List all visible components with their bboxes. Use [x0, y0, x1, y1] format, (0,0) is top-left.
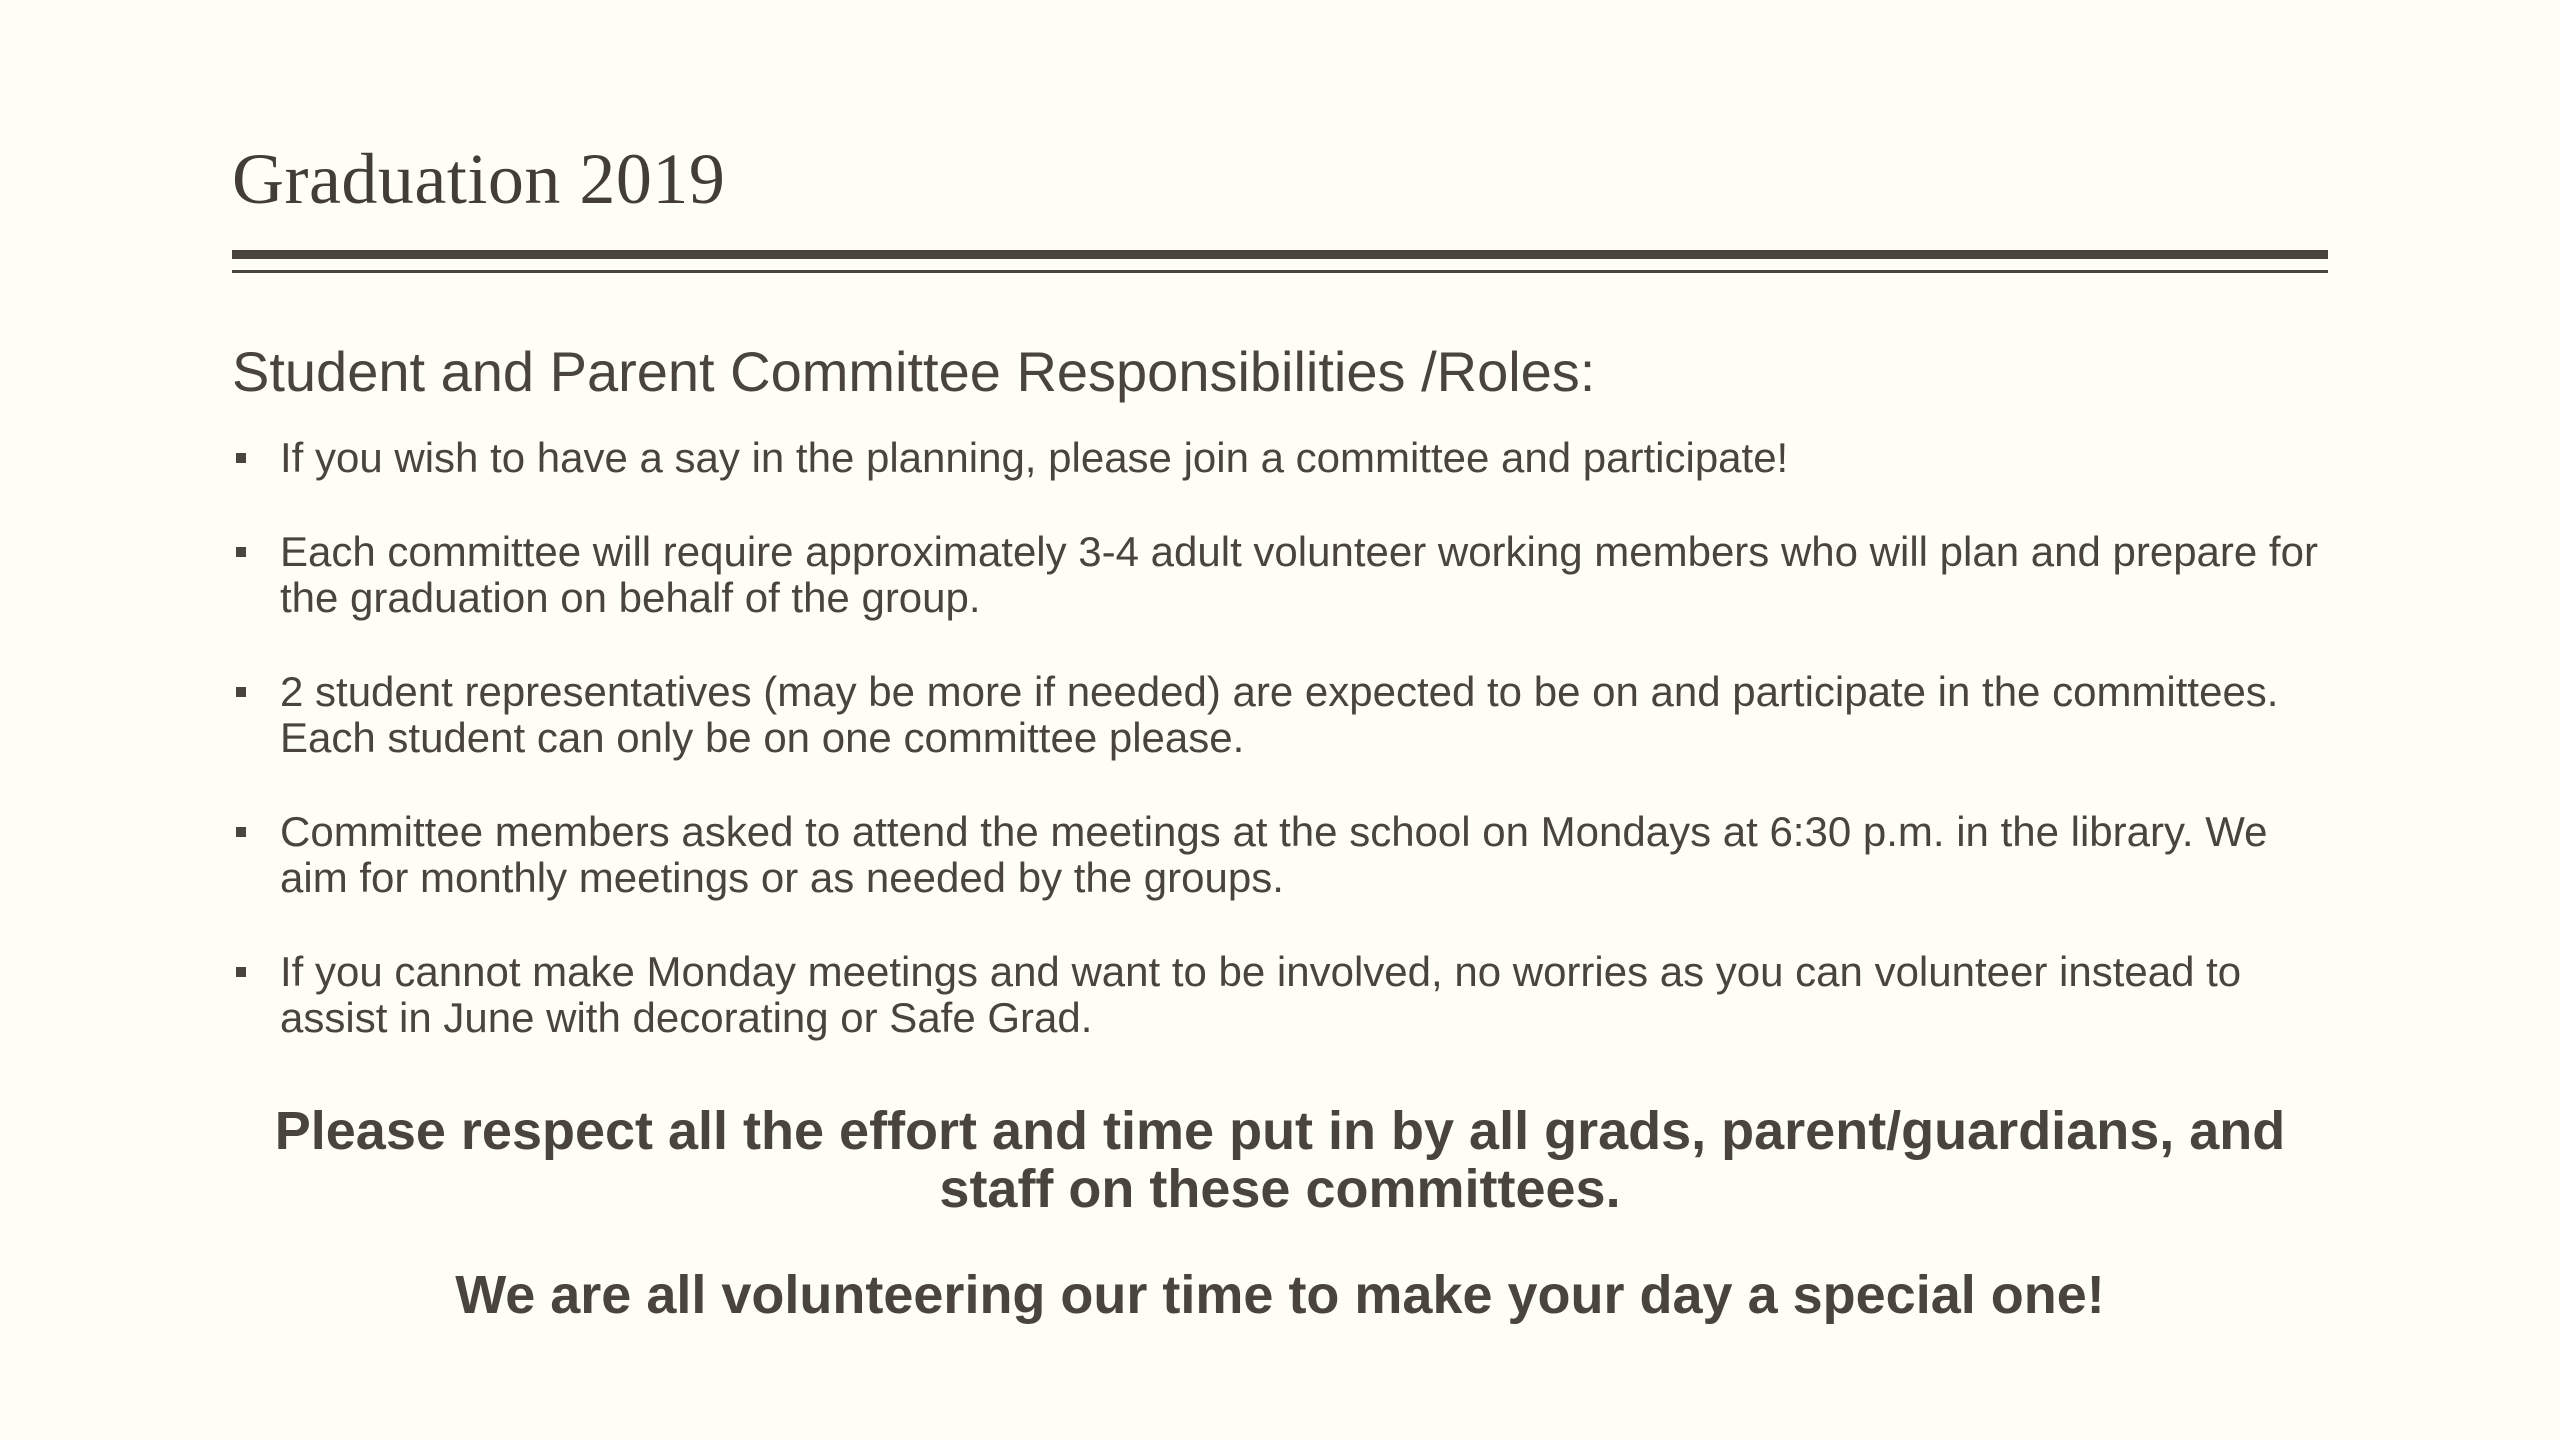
square-bullet-icon	[236, 827, 246, 837]
bullet-list	[232, 435, 2342, 1041]
square-bullet-icon	[236, 547, 246, 557]
bullet-text: If you cannot make Monday meetings and want to be involved, no worries as you can volunteer instead to assist in June with decorating or Safe Grad.	[280, 948, 2242, 1042]
closing-message-respect: Please respect all the effort and time put in by all grads, parent/guardians, and staff on these committees.	[274, 1101, 2286, 1219]
square-bullet-icon	[236, 453, 246, 463]
slide-title: Graduation 2019	[232, 139, 726, 219]
bullet-item	[232, 949, 2342, 1041]
bullet-text: Committee members asked to attend the meetings at the school on Mondays at 6:30 p.m. in the library. We aim for monthly meetings or as needed by the groups.	[280, 808, 2268, 902]
bullet-text: Each committee will require approximately 3-4 adult volunteer working members who will plan and prepare for the graduation on behalf of the group.	[280, 528, 2318, 622]
bullet-item	[232, 809, 2342, 901]
slide-body	[232, 338, 2342, 1089]
title-divider-thick	[232, 250, 2328, 259]
section-heading: Student and Parent Committee Responsibilities /Roles:	[232, 340, 1596, 403]
square-bullet-icon	[236, 687, 246, 697]
title-divider-thin	[232, 270, 2328, 273]
bullet-text: 2 student representatives (may be more if needed) are expected to be on and participate in the committees. Each student can only be on one committee please.	[280, 668, 2279, 762]
bullet-text: If you wish to have a say in the planning, please join a committee and participate!	[280, 434, 1789, 482]
square-bullet-icon	[236, 967, 246, 977]
closing-message-volunteer: We are all volunteering our time to make your day a special one!	[455, 1265, 2105, 1325]
bullet-item	[232, 669, 2342, 761]
bullet-item	[232, 529, 2342, 621]
bullet-item	[232, 435, 2342, 481]
